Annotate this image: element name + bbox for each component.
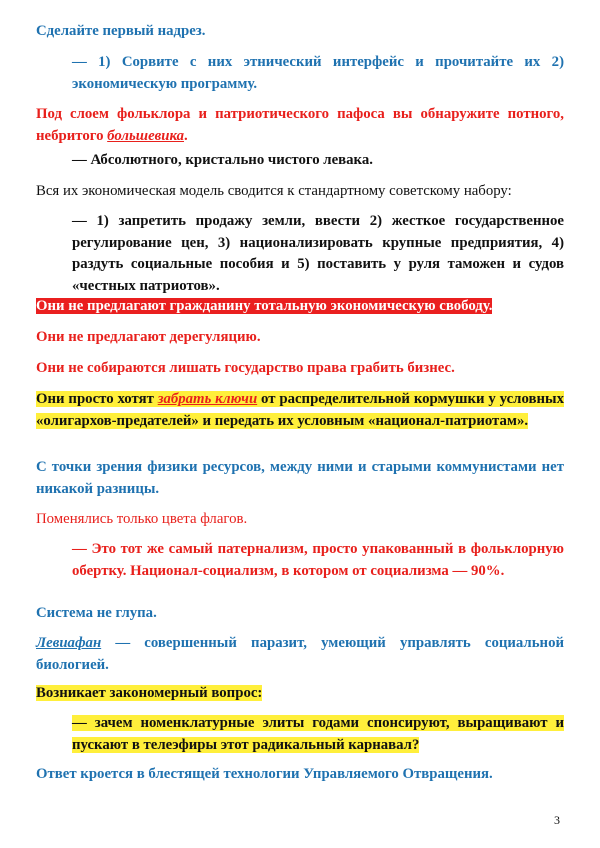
bolshevik-link[interactable]: большевика <box>107 127 185 144</box>
paragraph-answer <box>36 764 564 786</box>
paragraph-text: С точки зрения физики ресурсов, между ними и старыми коммунистами нет никакой разницы. <box>36 459 564 497</box>
paragraph-text: Ответ кроется в блестящей технологии Управляемого Отвращения. <box>36 766 493 782</box>
paragraph-take-keys <box>36 389 564 432</box>
paragraph-text: Они не собираются лишать государство права грабить бизнес. <box>36 360 455 376</box>
paragraph-text: Под слоем фольклора и патриотического пафоса вы обнаружите потного, небритого <box>36 106 564 144</box>
paragraph-text: — Это тот же самый патернализм, просто упакованный в фольклорную обертку. Национал-социализм, в котором от социализма — 90%. <box>72 541 564 579</box>
paragraph-text: Они не предлагают дерегуляцию. <box>36 329 261 345</box>
paragraph-no-freedom <box>36 296 564 318</box>
paragraph-text: от распределительной кормушки у условных «олигархов-предателей» и передать их условным «национал-патриотам». <box>36 391 564 429</box>
paragraph-text: Сделайте первый надрез. <box>36 23 206 39</box>
highlighted-text: Они не предлагают гражданину тотальную экономическую свободу. <box>36 298 493 314</box>
paragraph-text: — совершенный паразит, умеющий управлять социальной биологией. <box>36 635 564 673</box>
paragraph-text: Они просто хотят <box>36 391 158 407</box>
paragraph-economic-model <box>36 181 564 203</box>
paragraph-program-list <box>72 211 564 297</box>
highlighted-text: — зачем номенклатурные элиты годами спонсируют, выращивают и пускают в телеэфиры этот радикальный карнавал? <box>72 715 564 753</box>
paragraph-text: Поменялись только цвета флагов. <box>36 511 248 527</box>
highlighted-text <box>36 391 564 429</box>
highlighted-text: Возникает закономерный вопрос: <box>36 685 263 701</box>
paragraph-carnival <box>72 713 564 756</box>
paragraph-text: Вся их экономическая модель сводится к стандартному советскому набору: <box>36 183 512 199</box>
paragraph-interface <box>72 52 564 95</box>
paragraph-text: . <box>184 127 188 144</box>
paragraph-text: — 1) запретить продажу земли, ввести 2) жесткое государственное регулирование цен, 3) национализировать крупные предприятия, 4) раздуть социальные пособия и 5) поставить у руля таможен и судов «честных патриотов». <box>72 213 564 294</box>
paragraph-bolshevik <box>36 104 564 147</box>
paragraph-text: — 1) Сорвите с них этнический интерфейс и прочитайте их 2) экономическую программу. <box>72 54 564 92</box>
paragraph-leviathan <box>36 633 564 676</box>
take-keys-link[interactable]: забрать ключи <box>157 391 258 407</box>
page-number: 3 <box>554 813 560 827</box>
paragraph-no-deregulation <box>36 327 564 349</box>
leviathan-link[interactable]: Левиафан <box>36 635 102 651</box>
paragraph-first-cut <box>36 21 564 43</box>
paragraph-rob-business <box>36 358 564 380</box>
paragraph-flags <box>36 509 564 531</box>
paragraph-paternalism <box>72 539 564 582</box>
paragraph-resource-physics <box>36 457 564 500</box>
paragraph-text: Система не глупа. <box>36 605 157 621</box>
paragraph-text: — Абсолютного, кристально чистого левака. <box>72 152 373 168</box>
paragraph-system <box>36 603 564 625</box>
paragraph-leftist <box>72 150 564 172</box>
paragraph-question <box>36 683 564 705</box>
